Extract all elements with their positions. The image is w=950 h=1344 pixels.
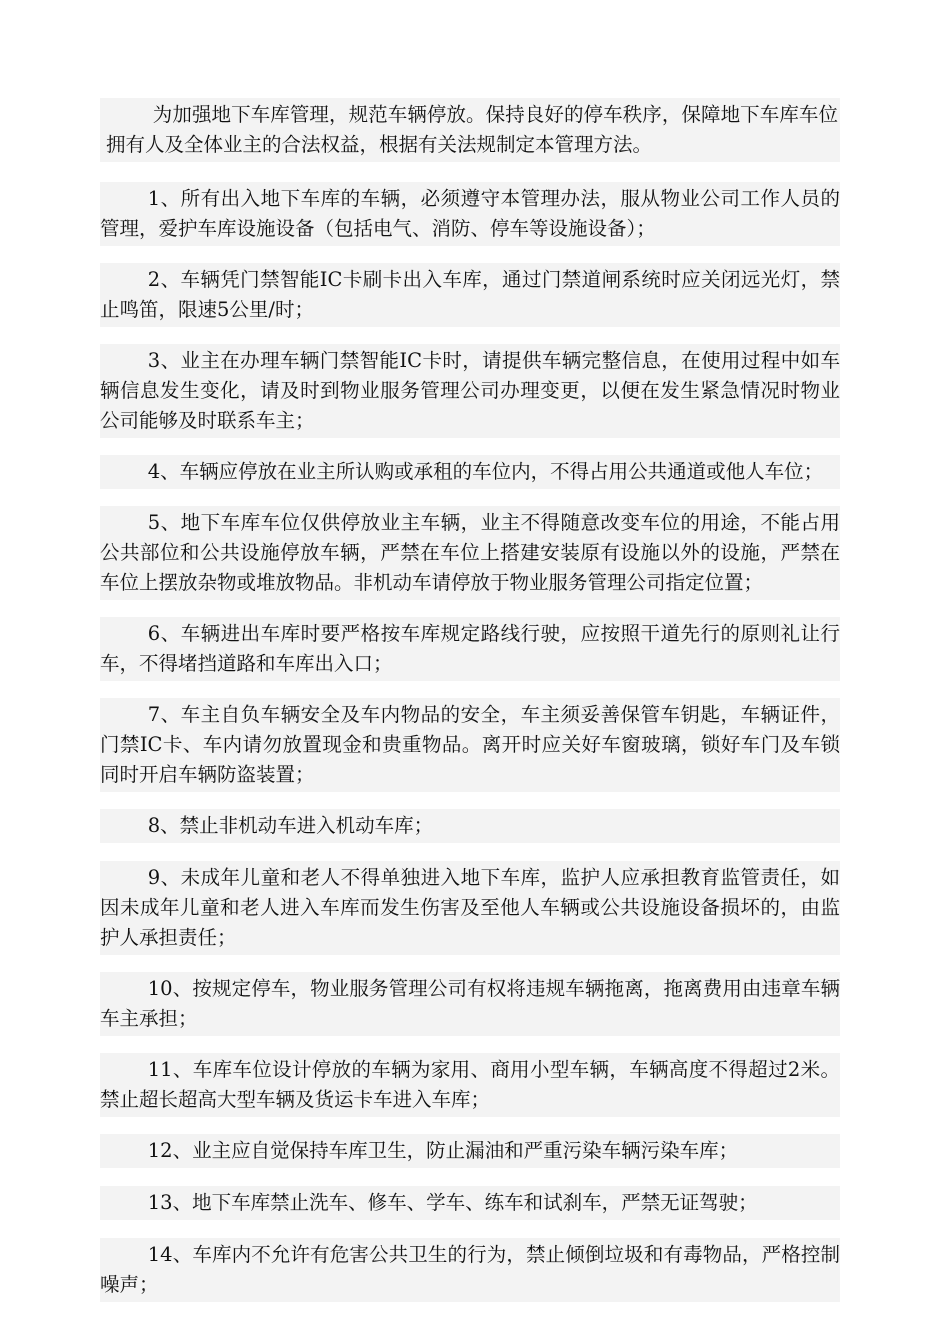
rule-item-9: 9、未成年儿童和老人不得单独进入地下车库，监护人应承担教育监管责任，如因未成年儿童和老人进入车库而发生伤害及至他人车辆或公共设施设备损坏的，由监护人承担责任；	[100, 861, 840, 955]
rule-item-8: 8、禁止非机动车进入机动车库；	[100, 809, 840, 843]
rule-item-12: 12、业主应自觉保持车库卫生，防止漏油和严重污染车辆污染车库；	[100, 1134, 840, 1168]
intro-paragraph: 为加强地下车库管理，规范车辆停放。保持良好的停车秩序，保障地下车库车位拥有人及全体业主的合法权益，根据有关法规制定本管理方法。	[100, 98, 840, 162]
rule-item-10: 10、按规定停车，物业服务管理公司有权将违规车辆拖离，拖离费用由违章车辆车主承担；	[100, 972, 840, 1036]
rule-item-14: 14、车库内不允许有危害公共卫生的行为，禁止倾倒垃圾和有毒物品，严格控制噪声；	[100, 1238, 840, 1302]
rule-item-1: 1、所有出入地下车库的车辆，必须遵守本管理办法，服从物业公司工作人员的管理，爱护车库设施设备（包括电气、消防、停车等设施设备）；	[100, 182, 840, 246]
rule-item-2: 2、车辆凭门禁智能IC卡刷卡出入车库，通过门禁道闸系统时应关闭远光灯，禁止鸣笛，限速5公里/时；	[100, 263, 840, 327]
rule-item-11: 11、车库车位设计停放的车辆为家用、商用小型车辆，车辆高度不得超过2米。禁止超长超高大型车辆及货运卡车进入车库；	[100, 1053, 840, 1117]
rule-item-7: 7、车主自负车辆安全及车内物品的安全，车主须妥善保管车钥匙，车辆证件，门禁IC卡、车内请勿放置现金和贵重物品。离开时应关好车窗玻璃，锁好车门及车锁同时开启车辆防盗装置；	[100, 698, 840, 792]
rule-item-5: 5、地下车库车位仅供停放业主车辆，业主不得随意改变车位的用途，不能占用公共部位和公共设施停放车辆，严禁在车位上搭建安装原有设施以外的设施，严禁在车位上摆放杂物或堆放物品。非机动车请停放于物业服务管理公司指定位置；	[100, 506, 840, 600]
rule-item-13: 13、地下车库禁止洗车、修车、学车、练车和试刹车，严禁无证驾驶；	[100, 1186, 840, 1220]
rule-item-4: 4、车辆应停放在业主所认购或承租的车位内，不得占用公共通道或他人车位；	[100, 455, 840, 489]
rule-item-6: 6、车辆进出车库时要严格按车库规定路线行驶，应按照干道先行的原则礼让行车，不得堵挡道路和车库出入口；	[100, 617, 840, 681]
document-body	[100, 98, 840, 1319]
rule-item-3: 3、业主在办理车辆门禁智能IC卡时，请提供车辆完整信息，在使用过程中如车辆信息发生变化，请及时到物业服务管理公司办理变更，以便在发生紧急情况时物业公司能够及时联系车主；	[100, 344, 840, 438]
